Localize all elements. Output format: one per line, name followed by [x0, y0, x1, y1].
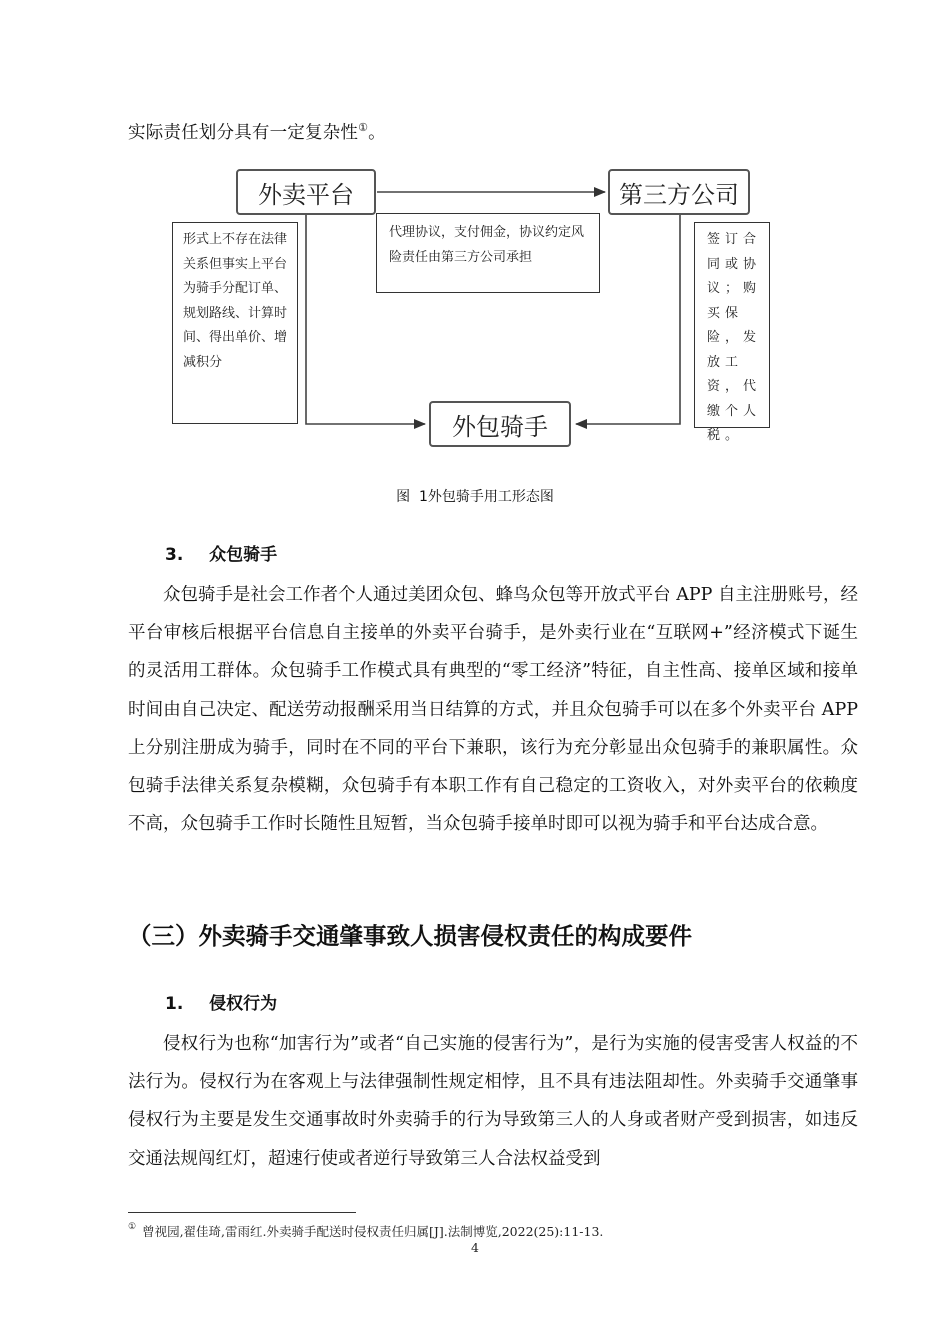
paragraph-text: 侵权行为也称“加害行为”或者“自己实施的侵害行为”，是行为实施的侵害受害人权益的不法行为。侵权行为在客观上与法律强制性规定相悖，且不具有违法阻却性。外卖骑手交通肇事侵权行为主要是发生交通事故时外卖骑手的行为导致第三人的人身或者财产受到损害，如违反交通法规闯红灯，超速行使或者逆行导致第三人合法权益受到: [128, 1034, 858, 1169]
page-number-text: 4: [471, 1240, 479, 1255]
figure-caption: [0, 486, 950, 506]
footnote-divider: [128, 1212, 356, 1213]
note-left: [172, 222, 298, 424]
paragraph-text: 众包骑手是社会工作者个人通过美团众包、蜂鸟众包等开放式平台 APP 自主注册账号，经平台审核后根据平台信息自主接单的外卖平台骑手，是外卖行业在“互联网+”经济模式下诞生的灵活用工群体。众包骑手工作模式具有典型的“零工经济”特征，自主性高、接单区域和接单时间由自己决定、配送劳动报酬采用当日结算的方式，并且众包骑手可以在多个外卖平台 APP 上分别注册成为骑手，同时在不同的平台下兼职，该行为充分彰显出众包骑手的兼职属性。众包骑手法律关系复杂模糊，众包骑手有本职工作有自己稳定的工资收入，对外卖平台的依赖度不高，众包骑手工作时长随性且短暂，当众包骑手接单时即可以视为骑手和平台达成合意。: [128, 585, 858, 835]
section-heading: [128, 917, 692, 951]
note-middle: [376, 213, 600, 293]
footnote-text: 曾视园,翟佳琦,雷雨红.外卖骑手配送时侵权责任归属[J].法制博览,2022(25):11-13.: [142, 1224, 604, 1239]
employment-diagram: [0, 0, 950, 470]
subsection-title: 众包骑手: [209, 545, 278, 565]
footnote-reference[interactable]: ①: [358, 121, 369, 134]
note-right-text: 签订合同或协议；购买保险，发放工资，代缴个人税。: [707, 232, 762, 443]
figure-caption-text: 图 1外包骑手用工形态图: [396, 489, 554, 505]
subsection-heading-1: [165, 989, 277, 1014]
subsection-number: 3.: [165, 545, 184, 565]
page-number: [0, 1240, 950, 1255]
section-heading-text: （三）外卖骑手交通肇事致人损害侵权责任的构成要件: [128, 922, 692, 950]
subsection-title: 侵权行为: [209, 994, 278, 1014]
footnote-mark: ①: [128, 1222, 137, 1232]
rider-box: [429, 401, 571, 447]
note-left-text: 形式上不存在法律关系但事实上平台为骑手分配订单、规划路线、计算时间、得出单价、增减积分: [183, 232, 288, 370]
platform-box: [236, 169, 376, 215]
subsection-heading-3: [165, 540, 277, 565]
intro-text: 实际责任划分具有一定复杂性: [128, 122, 359, 143]
paragraph-crowdsourced-riders: [128, 576, 858, 843]
note-right: [694, 222, 770, 443]
note-middle-text: 代理协议，支付佣金，协议约定风险责任由第三方公司承担: [389, 225, 585, 265]
platform-label: 外卖平台: [258, 180, 354, 209]
subsection-number: 1.: [165, 994, 184, 1014]
rider-label: 外包骑手: [452, 412, 548, 441]
footnote: [128, 1222, 603, 1240]
third-party-label: 第三方公司: [619, 180, 739, 209]
intro-end: 。: [368, 122, 386, 143]
paragraph-tort-act: [128, 1025, 858, 1178]
third-party-box: [608, 169, 750, 215]
